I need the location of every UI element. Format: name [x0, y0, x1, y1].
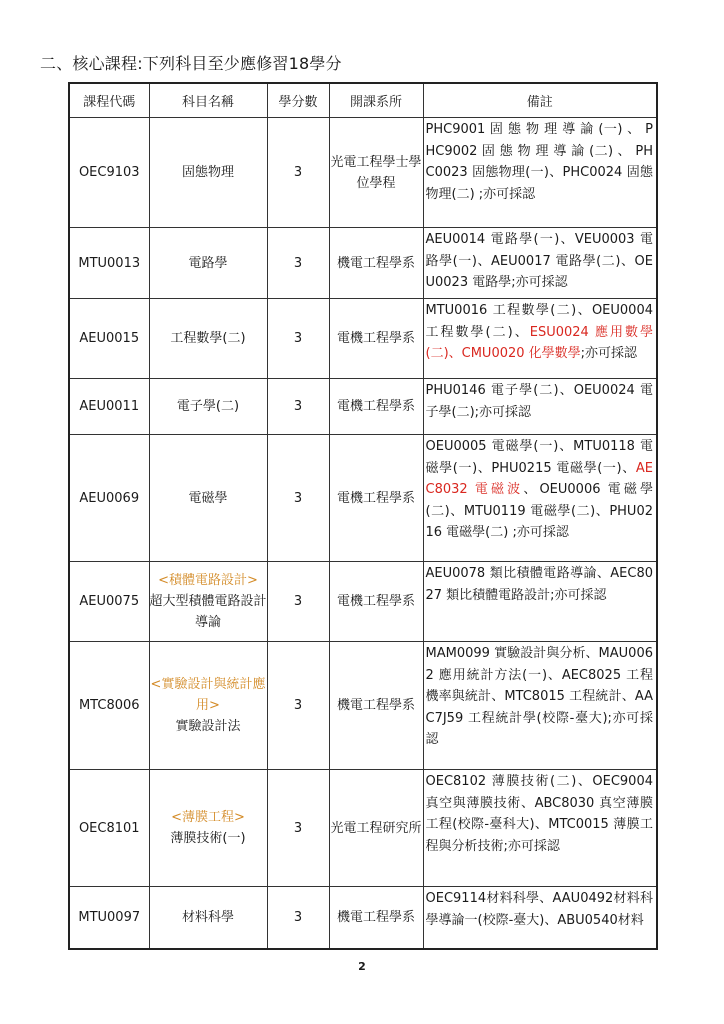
remarks-cell — [423, 435, 657, 562]
remarks-cell — [423, 379, 657, 435]
course-name: 超大型積體電路設計導論 — [149, 594, 267, 630]
department-cell: 電機工程學系 — [329, 299, 423, 379]
department-cell: 光電工程研究所 — [329, 770, 423, 887]
header-remarks: 備註 — [423, 83, 657, 118]
course-name-cell — [149, 299, 267, 379]
course-name: 固態物理 — [181, 165, 234, 180]
credits-cell: 3 — [267, 642, 329, 770]
remarks-text: AEU0014 電路學(一)、VEU0003 電路學(一)、AEU0017 電路學(二)、OEU0023 電路學;亦可採認 — [425, 232, 653, 290]
remarks-cell — [423, 887, 657, 949]
course-code-cell: AEU0011 — [69, 379, 149, 435]
remarks-text: PHU0146 電子學(二)、OEU0024 電子學(二);亦可採認 — [425, 383, 653, 420]
remarks-text: OEC9114材料科學、AAU0492材料科學導論一(校際-臺大)、ABU0540材料 — [425, 891, 653, 928]
course-name-cell — [149, 770, 267, 887]
course-name: 薄膜技術(一) — [170, 831, 246, 846]
department-cell: 電機工程學系 — [329, 562, 423, 642]
department-cell: 光電工程學士學位學程 — [329, 118, 423, 228]
course-code-cell: MTU0097 — [69, 887, 149, 949]
remarks-text: MTU0016 工程數學(二)、OEU0004 工程數學(二)、 — [425, 303, 653, 340]
course-code-cell: MTC8006 — [69, 642, 149, 770]
remarks-text: 、OEU0006 電磁學(二)、MTU0119 電磁學(二)、PHU0216 電磁學(二) ;亦可採認 — [425, 482, 653, 540]
highlighted-course: ESU0024 應用數學(二)、CMU0020 化學數學 — [425, 324, 653, 361]
remarks-text: ;亦可採認 — [580, 346, 638, 361]
credits-cell: 3 — [267, 379, 329, 435]
course-name-cell — [149, 642, 267, 770]
department-cell: 機電工程學系 — [329, 228, 423, 299]
course-code-cell: AEU0015 — [69, 299, 149, 379]
course-name: 實驗設計法 — [175, 719, 241, 734]
remarks-text: PHC9001 固 態 物 理 導 論 (一) 、 PHC9002 固 態 物 理 導 論 (二) 、 PHC0023 固態物理(一)、PHC0024 固態物理(二) ;亦可採認 — [425, 122, 653, 202]
remarks-cell — [423, 642, 657, 770]
credits-cell: 3 — [267, 299, 329, 379]
table-row — [69, 435, 657, 562]
remarks-cell — [423, 770, 657, 887]
table-row — [69, 887, 657, 949]
course-name-cell — [149, 118, 267, 228]
header-course-name: 科目名稱 — [149, 83, 267, 118]
course-code-cell: AEU0075 — [69, 562, 149, 642]
header-credits: 學分數 — [267, 83, 329, 118]
table-header-row — [69, 83, 657, 118]
department-cell: 電機工程學系 — [329, 379, 423, 435]
table-row — [69, 118, 657, 228]
department-cell: 機電工程學系 — [329, 887, 423, 949]
course-name-cell — [149, 228, 267, 299]
course-name-cell — [149, 379, 267, 435]
remarks-cell — [423, 228, 657, 299]
course-name-cell — [149, 435, 267, 562]
course-name: 材料科學 — [181, 909, 234, 925]
course-code-cell: MTU0013 — [69, 228, 149, 299]
remarks-text: OEC8102 薄膜技術(二)、OEC9004 真空與薄膜技術、ABC8030 真空薄膜工程(校際-臺科大)、MTC0015 薄膜工程與分析技術;亦可採認 — [425, 774, 653, 854]
remarks-cell — [423, 562, 657, 642]
credits-cell: 3 — [267, 118, 329, 228]
course-name: 電磁學 — [188, 490, 228, 506]
course-category-tag: <薄膜工程> — [171, 810, 245, 825]
course-code-cell: OEC9103 — [69, 118, 149, 228]
remarks-cell — [423, 118, 657, 228]
table-row — [69, 770, 657, 887]
credits-cell: 3 — [267, 435, 329, 562]
course-name: 工程數學(二) — [170, 331, 246, 346]
course-category-tag: <積體電路設計> — [158, 573, 258, 588]
course-name: 電子學(二) — [176, 399, 240, 414]
header-course-code: 課程代碼 — [69, 83, 149, 118]
course-category-tag: <實驗設計與統計應用> — [150, 677, 266, 713]
course-name: 電路學 — [188, 255, 228, 271]
table-row — [69, 228, 657, 299]
remarks-cell — [423, 299, 657, 379]
highlighted-course: AEC8032 電磁波 — [425, 460, 653, 497]
remarks-text: MAM0099 實驗設計與分析、MAU0062 應用統計方法(一)、AEC8025 工程機率與統計、MTC8015 工程統計、AAC7J59 工程統計學(校際-臺大);亦可採認 — [425, 646, 653, 747]
core-courses-table — [68, 82, 658, 950]
table-row — [69, 562, 657, 642]
course-name-cell — [149, 562, 267, 642]
page-number: 2 — [358, 960, 366, 973]
credits-cell: 3 — [267, 770, 329, 887]
credits-cell: 3 — [267, 562, 329, 642]
course-code-cell: OEC8101 — [69, 770, 149, 887]
section-heading: 二、核心課程:下列科目至少應修習18學分 — [40, 54, 342, 73]
course-code-cell: AEU0069 — [69, 435, 149, 562]
table-row — [69, 299, 657, 379]
credits-cell: 3 — [267, 887, 329, 949]
department-cell: 電機工程學系 — [329, 435, 423, 562]
department-cell: 機電工程學系 — [329, 642, 423, 770]
course-name-cell — [149, 887, 267, 949]
remarks-text: OEU0005 電磁學(一)、MTU0118 電磁學(一)、PHU0215 電磁學(一)、 — [425, 439, 653, 476]
table-row — [69, 379, 657, 435]
table-row — [69, 642, 657, 770]
remarks-text: AEU0078 類比積體電路導論、AEC8027 類比積體電路設計;亦可採認 — [425, 566, 653, 603]
credits-cell: 3 — [267, 228, 329, 299]
header-department: 開課系所 — [329, 83, 423, 118]
